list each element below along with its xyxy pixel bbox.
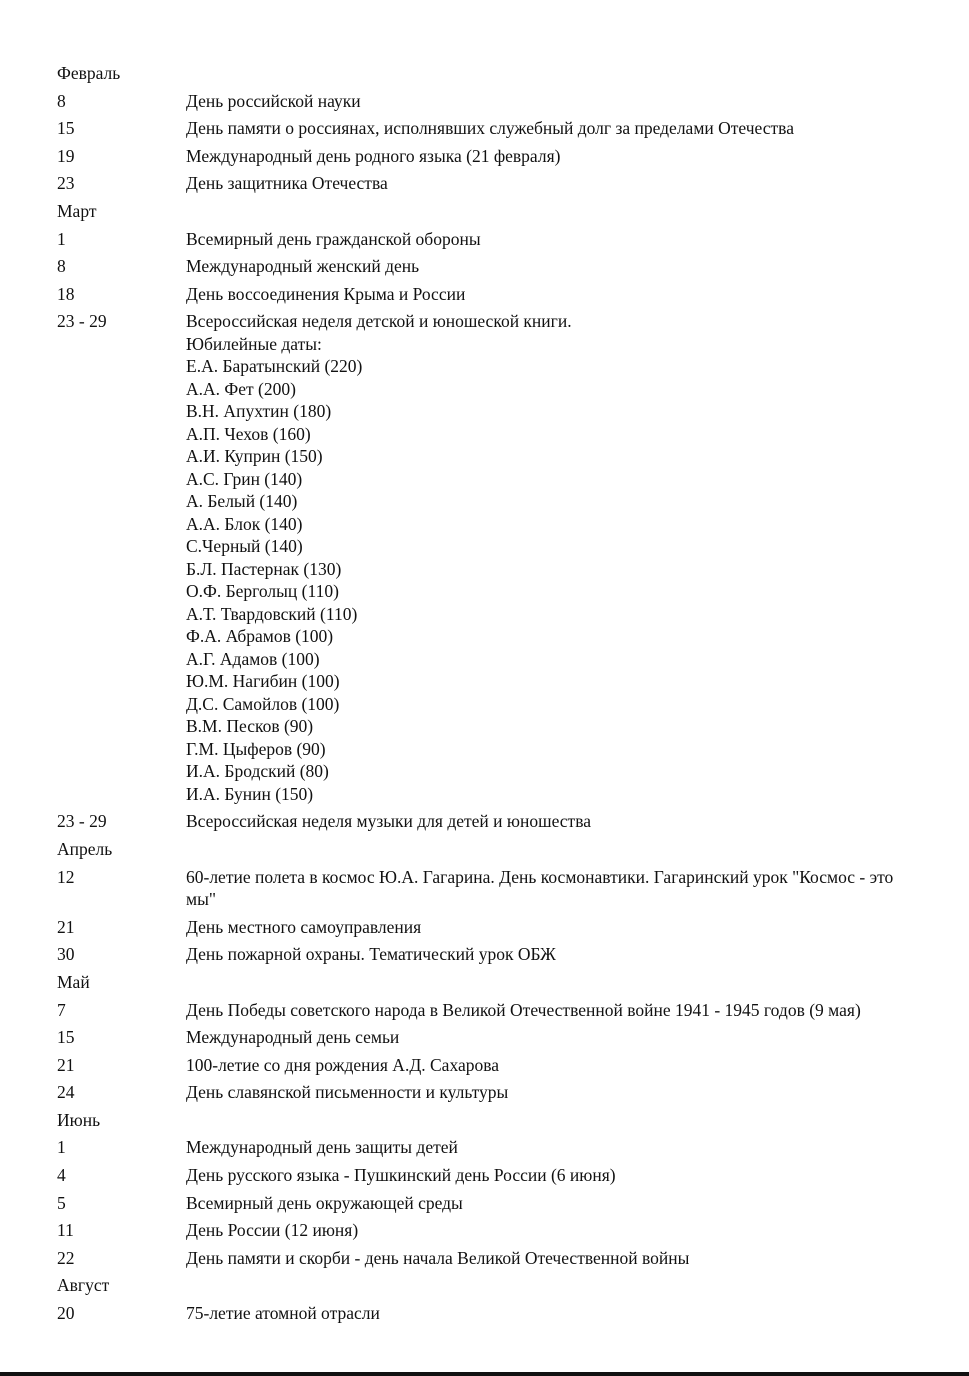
event-date: 8 bbox=[57, 90, 66, 111]
event-row bbox=[57, 255, 927, 278]
event-title: День воссоединения Крыма и России bbox=[186, 283, 466, 304]
event-date: 11 bbox=[57, 1220, 74, 1241]
event-date: 21 bbox=[57, 916, 75, 937]
jubilee-item: Ф.А. Абрамов (100) bbox=[186, 626, 334, 647]
event-title: Всероссийская неделя детской и юношеской книги. bbox=[186, 311, 572, 332]
event-title: День Победы советского народа в Великой Отечественной войне 1941 - 1945 годов (9 мая) bbox=[186, 999, 861, 1020]
event-title: Международный женский день bbox=[186, 256, 420, 277]
jubilee-item: Д.С. Самойлов (100) bbox=[186, 693, 340, 714]
event-row bbox=[57, 1026, 927, 1049]
event-row bbox=[57, 117, 927, 140]
event-row bbox=[57, 1192, 927, 1215]
event-date: 21 bbox=[57, 1054, 75, 1075]
event-row bbox=[57, 90, 927, 113]
jubilee-item: А.И. Куприн (150) bbox=[186, 446, 323, 467]
event-title: День местного самоуправления bbox=[186, 916, 422, 937]
jubilee-item: С.Черный (140) bbox=[186, 536, 303, 557]
event-date: 30 bbox=[57, 944, 75, 965]
jubilee-item: А.Г. Адамов (100) bbox=[186, 648, 320, 669]
jubilee-item: А.А. Блок (140) bbox=[186, 513, 303, 534]
jubilee-list bbox=[186, 355, 927, 805]
page-bottom-border bbox=[0, 1372, 969, 1376]
month-heading-august: Август bbox=[57, 1275, 110, 1296]
jubilee-item: А.С. Грин (140) bbox=[186, 468, 303, 489]
jubilee-item: И.А. Бунин (150) bbox=[186, 783, 314, 804]
event-date: 23 - 29 bbox=[57, 311, 107, 332]
month-heading-june: Июнь bbox=[57, 1109, 101, 1130]
jubilee-item: Е.А. Баратынский (220) bbox=[186, 356, 363, 377]
event-title: День памяти о россиянах, исполнявших служебный долг за пределами Отечества bbox=[186, 118, 794, 139]
month-heading-february: Февраль bbox=[57, 63, 121, 83]
event-title: День пожарной охраны. Тематический урок ОБЖ bbox=[186, 944, 556, 965]
jubilee-item: А. Белый (140) bbox=[186, 491, 298, 512]
event-row bbox=[57, 283, 927, 306]
calendar-list bbox=[57, 62, 927, 1330]
event-title: Всемирный день гражданской обороны bbox=[186, 228, 481, 249]
jubilee-item: Г.М. Цыферов (90) bbox=[186, 738, 326, 759]
event-date: 23 bbox=[57, 173, 75, 194]
event-row bbox=[57, 999, 927, 1022]
event-title: Международный день родного языка (21 февраля) bbox=[186, 145, 561, 166]
event-title: День памяти и скорби - день начала Великой Отечественной войны bbox=[186, 1247, 690, 1268]
event-title: 60-летие полета в космос Ю.А. Гагарина. День космонавтики. Гагаринский урок "Космос - это мы" bbox=[186, 866, 894, 910]
event-date: 22 bbox=[57, 1247, 75, 1268]
event-date: 5 bbox=[57, 1192, 66, 1213]
jubilee-item: В.М. Песков (90) bbox=[186, 716, 314, 737]
event-row bbox=[57, 145, 927, 168]
event-date: 1 bbox=[57, 228, 66, 249]
event-date: 12 bbox=[57, 866, 75, 887]
jubilee-item: О.Ф. Берголыц (110) bbox=[186, 581, 339, 602]
event-title: Всероссийская неделя музыки для детей и юношества bbox=[186, 811, 591, 832]
event-row bbox=[57, 1081, 927, 1104]
event-row bbox=[57, 810, 927, 833]
event-row bbox=[57, 1247, 927, 1270]
event-date: 15 bbox=[57, 118, 75, 139]
event-row bbox=[57, 1164, 927, 1187]
event-row bbox=[57, 1136, 927, 1159]
jubilee-item: Ю.М. Нагибин (100) bbox=[186, 671, 340, 692]
event-row bbox=[57, 1054, 927, 1077]
jubilee-subheading: Юбилейные даты: bbox=[186, 333, 322, 354]
event-title: День славянской письменности и культуры bbox=[186, 1082, 509, 1103]
event-title: Всемирный день окружающей среды bbox=[186, 1192, 463, 1213]
event-date: 20 bbox=[57, 1303, 75, 1324]
jubilee-item: А.П. Чехов (160) bbox=[186, 423, 311, 444]
event-date: 18 bbox=[57, 283, 75, 304]
event-row bbox=[57, 866, 927, 911]
jubilee-item: А.А. Фет (200) bbox=[186, 378, 296, 399]
event-date: 15 bbox=[57, 1027, 75, 1048]
event-date: 1 bbox=[57, 1137, 66, 1158]
event-date: 23 - 29 bbox=[57, 811, 107, 832]
jubilee-item: Б.Л. Пастернак (130) bbox=[186, 558, 342, 579]
event-title: День русского языка - Пушкинский день России (6 июня) bbox=[186, 1165, 616, 1186]
event-title: День России (12 июня) bbox=[186, 1220, 359, 1241]
month-heading-may: Май bbox=[57, 971, 90, 992]
event-title: 75-летие атомной отрасли bbox=[186, 1303, 380, 1324]
event-row bbox=[57, 1302, 927, 1325]
jubilee-item: И.А. Бродский (80) bbox=[186, 761, 329, 782]
event-row bbox=[57, 228, 927, 251]
event-title: 100-летие со дня рождения А.Д. Сахарова bbox=[186, 1054, 500, 1075]
event-row bbox=[57, 916, 927, 939]
event-row bbox=[57, 1219, 927, 1242]
event-date: 24 bbox=[57, 1082, 75, 1103]
event-date: 8 bbox=[57, 256, 66, 277]
event-date: 7 bbox=[57, 999, 66, 1020]
month-heading-march: Март bbox=[57, 200, 97, 221]
event-row bbox=[57, 943, 927, 966]
event-title: Международный день защиты детей bbox=[186, 1137, 458, 1158]
event-title: Международный день семьи bbox=[186, 1027, 400, 1048]
event-row-book-week bbox=[57, 310, 927, 805]
event-row bbox=[57, 172, 927, 195]
jubilee-item: А.Т. Твардовский (110) bbox=[186, 603, 358, 624]
event-title: День российской науки bbox=[186, 90, 361, 111]
event-details bbox=[186, 310, 927, 805]
event-title: День защитника Отечества bbox=[186, 173, 388, 194]
month-heading-april: Апрель bbox=[57, 839, 113, 860]
event-date: 4 bbox=[57, 1165, 66, 1186]
event-date: 19 bbox=[57, 145, 75, 166]
jubilee-item: В.Н. Апухтин (180) bbox=[186, 401, 332, 422]
